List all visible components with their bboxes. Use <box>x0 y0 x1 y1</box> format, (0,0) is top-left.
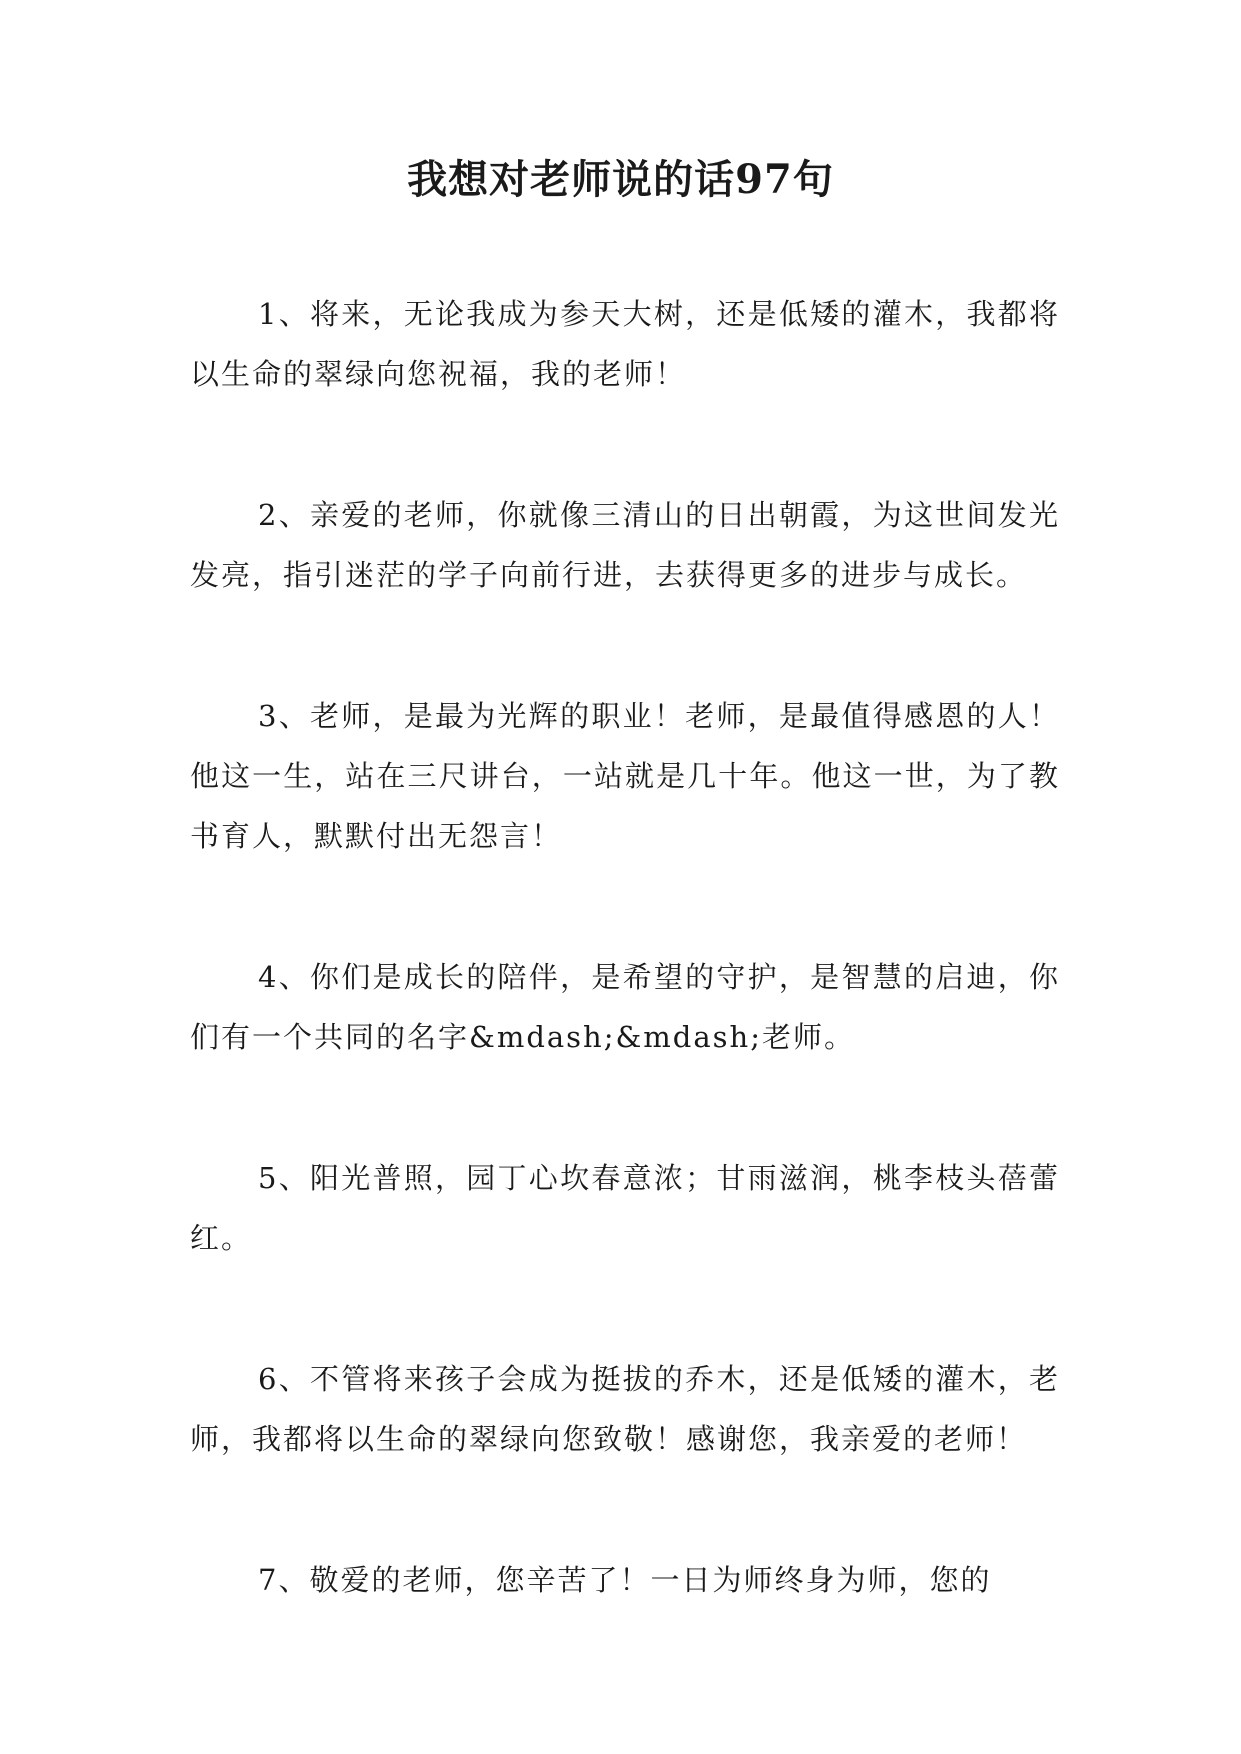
document-title: 我想对老师说的话97句 <box>407 156 834 203</box>
paragraph: 1、将来，无论我成为参天大树，还是低矮的灌木，我都将以生命的翠绿向您祝福，我的老师！ <box>190 297 1060 391</box>
paragraph: 7、敬爱的老师，您辛苦了！一日为师终身为师，您的 <box>258 1563 992 1597</box>
paragraph: 4、你们是成长的陪伴，是希望的守护，是智慧的启迪，你们有一个共同的名字&mdash;&mdash;老师。 <box>190 960 1060 1054</box>
paragraph: 2、亲爱的老师，你就像三清山的日出朝霞，为这世间发光发亮，指引迷茫的学子向前行进，去获得更多的进步与成长。 <box>190 498 1060 592</box>
paragraph: 3、老师，是最为光辉的职业！老师，是最值得感恩的人！他这一生，站在三尺讲台，一站就是几十年。他这一世，为了教书育人，默默付出无怨言！ <box>190 699 1060 853</box>
document-body <box>190 284 1060 1691</box>
paragraph: 6、不管将来孩子会成为挺拔的乔木，还是低矮的灌木，老师，我都将以生命的翠绿向您致敬！感谢您，我亲爱的老师！ <box>190 1362 1060 1456</box>
paragraph: 5、阳光普照，园丁心坎春意浓；甘雨滋润，桃李枝头蓓蕾红。 <box>190 1161 1060 1255</box>
